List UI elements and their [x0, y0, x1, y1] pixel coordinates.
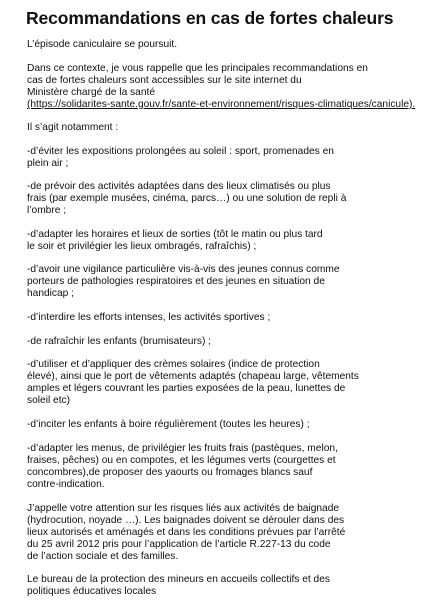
- paragraph-line: (hydrocution, noyade …). Les baignades doivent se dérouler dans des: [27, 515, 345, 526]
- recommendation-line: -de rafraîchir les enfants (brumisateurs) ;: [27, 336, 212, 347]
- recommendation-line: -d’utiliser et d’appliquer des crèmes solaires (indice de protection: [27, 359, 320, 370]
- paragraph-line: Il s’agit notamment :: [27, 122, 119, 133]
- signature-line: Le bureau de la protection des mineurs en accueils collectifs et des: [27, 574, 330, 585]
- recommendation-line: -d’adapter les horaires et lieux de sorties (tôt le matin ou plus tard: [27, 229, 323, 240]
- recommendation-line: porteurs de pathologies respiratoires et des jeunes en situation de: [27, 276, 325, 287]
- recommendation-line: -d’avoir une vigilance particulière vis-à-vis des jeunes connus comme: [27, 264, 340, 275]
- paragraph-line: J’appelle votre attention sur les risques liés aux activités de baignade: [27, 503, 340, 514]
- recommendation-line: soleil etc): [27, 395, 71, 406]
- recommendation-line: -de prévoir des activités adaptées dans des lieux climatisés ou plus: [27, 181, 331, 192]
- intro-line: L’épisode caniculaire se poursuit.: [27, 39, 178, 50]
- recommendation-line: le soir et privilégier les lieux ombragés, rafraîchis) ;: [27, 241, 257, 252]
- paragraph-line: cas de fortes chaleurs sont accessibles sur le site internet du: [27, 75, 302, 86]
- signature-line: politiques éducatives locales: [27, 586, 157, 597]
- recommendation-line: -d’inciter les enfants à boire régulièrement (toutes les heures) ;: [27, 419, 310, 430]
- document-title: Recommandations en cas de fortes chaleurs: [26, 8, 394, 28]
- recommendation-line: handicap ;: [27, 288, 75, 299]
- recommendation-line: -d’éviter les expositions prolongées au soleil : sport, promenades en: [27, 146, 334, 157]
- recommendation-line: plein air ;: [27, 158, 69, 169]
- paragraph-line: de l’action sociale et des familles.: [27, 551, 179, 562]
- recommendation-line: contre-indication.: [27, 479, 105, 490]
- recommendation-line: frais (par exemple musées, cinéma, parcs…) ou une solution de repli à: [27, 193, 347, 204]
- recommendation-line: concombres),de proposer des yaourts ou fromages blancs sauf: [27, 467, 313, 478]
- paragraph-line: Dans ce contexte, je vous rappelle que les principales recommandations en: [27, 63, 368, 74]
- paragraph-line: Ministère chargé de la santé: [27, 87, 155, 98]
- recommendation-line: élevé), ainsi que le port de vêtements adaptés (chapeau large, vêtements: [27, 371, 359, 382]
- ministry-link[interactable]: (https://solidarites-sante.gouv.fr/sante-et-environnement/risques-climatiques/canicule).: [27, 99, 416, 110]
- recommendation-line: amples et légers couvrant les parties exposées de la peau, lunettes de: [27, 383, 346, 394]
- paragraph-line: du 25 avril 2012 pris pour l’application de l’article R.227-13 du code: [27, 539, 331, 550]
- recommendation-line: -d’adapter les menus, de privilégier les fruits frais (pastèques, melon,: [27, 443, 338, 454]
- recommendation-line: fraises, pêches) ou en compotes, et les légumes verts (courgettes et: [27, 455, 336, 466]
- paragraph-line: lieux autorisés et aménagés et dans les conditions prévues par l’arrêté: [27, 527, 346, 538]
- recommendation-line: -d’interdire les efforts intenses, les activités sportives ;: [27, 312, 271, 323]
- recommendation-line: l’ombre ;: [27, 205, 67, 216]
